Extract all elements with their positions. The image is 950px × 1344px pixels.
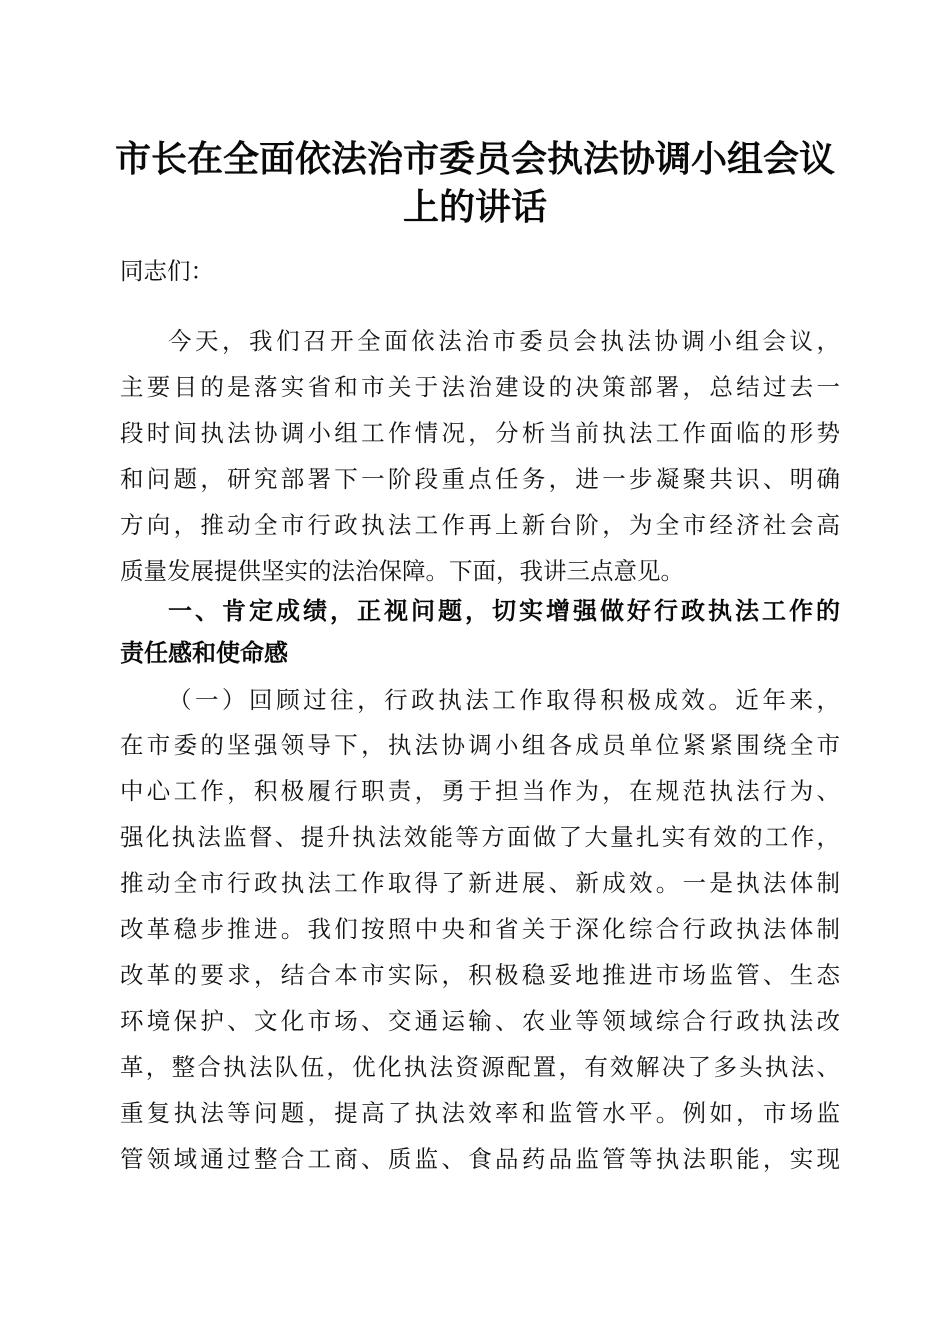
body-line: （一）回顾过往，行政执法工作取得积极成效。近年来， — [168, 686, 840, 714]
document-title-line-1: 市长在全面依法治市委员会执法协调小组会议 — [114, 138, 835, 180]
section-heading-line-1: 一、肯定成绩，正视问题，切实增强做好行政执法工作的 — [168, 597, 840, 625]
body-line: 在市委的坚强领导下，执法协调小组各成员单位紧紧围绕全市 — [120, 731, 840, 759]
intro-line: 方向，推动全市行政执法工作再上新台阶，为全市经济社会高 — [120, 511, 840, 539]
body-line: 中心工作，积极履行职责，勇于担当作为，在规范执法行为、 — [120, 777, 840, 805]
salutation: 同志们： — [120, 257, 214, 285]
body-line: 重复执法等问题，提高了执法效率和监管水平。例如，市场监 — [120, 1099, 840, 1127]
body-line: 环境保护、文化市场、交通运输、农业等领域综合行政执法改 — [120, 1007, 840, 1035]
body-line: 推动全市行政执法工作取得了新进展、新成效。一是执法体制 — [120, 869, 840, 897]
body-line: 革，整合执法队伍，优化执法资源配置，有效解决了多头执法、 — [120, 1053, 840, 1081]
intro-line: 段时间执法协调小组工作情况，分析当前执法工作面临的形势 — [120, 419, 840, 447]
body-line: 强化执法监督、提升执法效能等方面做了大量扎实有效的工作， — [120, 823, 840, 851]
section-heading-line-2: 责任感和使命感 — [120, 639, 288, 667]
document-title-line-2: 上的讲话 — [402, 186, 547, 228]
intro-line: 和问题，研究部署下一阶段重点任务，进一步凝聚共识、明确 — [120, 465, 840, 493]
intro-line: 主要目的是落实省和市关于法治建设的决策部署，总结过去一 — [120, 373, 840, 401]
intro-line: 今天，我们召开全面依法治市委员会执法协调小组会议， — [168, 327, 840, 355]
body-line: 管领域通过整合工商、质监、食品药品监管等执法职能，实现 — [120, 1145, 840, 1173]
body-line: 改革的要求，结合本市实际，积极稳妥地推进市场监管、生态 — [120, 961, 840, 989]
intro-line: 质量发展提供坚实的法治保障。下面，我讲三点意见。 — [120, 557, 684, 585]
body-line: 改革稳步推进。我们按照中央和省关于深化综合行政执法体制 — [120, 915, 840, 943]
